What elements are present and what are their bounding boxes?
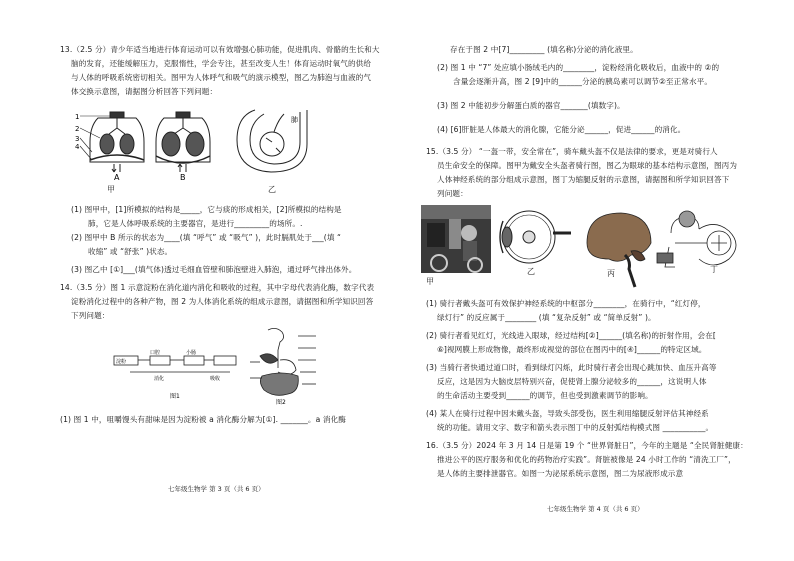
label-3: 3	[75, 135, 80, 143]
q15-sub-4a: (4) 某人在骑行过程中因未戴头盔，导致头部受伤，医生利用缩腿反射评估其神经系	[426, 409, 709, 418]
q16-line-1: 16.（3.5 分）2024 年 3 月 14 日是第 19 个 “世界肾脏日”，今年的主题是 “全民肾脏健康：	[426, 441, 748, 450]
fig1-caption: 图1	[170, 393, 180, 400]
q14-line-1: 14.（3.5 分）图 1 示意淀粉在消化道内消化和吸收的过程，其中字母代表消化酶，数字代表	[60, 283, 375, 292]
brain-diagram	[587, 213, 651, 287]
q14-sub-3: (3) 图 2 中能初步分解蛋白质的器官_______(填数字)。	[437, 101, 625, 110]
q15-sub-2b: ⑥]视网膜上形成物像，最终形成视觉的部位在图丙中的[④]______的特定区域。	[437, 345, 707, 354]
model-a-label: A	[114, 173, 120, 182]
q15-sub-3a: (3) 当骑行者快通过道口时，看到绿灯闪烁，此时骑行者会出现心跳加快、血压升高等	[426, 363, 717, 372]
q13-sub-2a: (2) 图甲中 B 所示的状态为____(填 “呼气” 或 “吸气” )，此时膈肌处于___(填 “	[71, 233, 342, 242]
q15-line-4: 列问题：	[437, 189, 468, 198]
q14-line-2: 淀粉消化过程中的各种产物，图 2 为人体消化系统的组成示意图，请据图和所学知识回答	[71, 297, 374, 306]
q13-line-4: 体交换示意图，请据图分析回答下列问题：	[71, 87, 218, 96]
q13-line-2: 脑的发育，还能缓解压力，克服惰性，学会专注，甚至改变人生！体育运动时氧气的供给	[71, 59, 372, 68]
q14-cont-1: 存在于图 2 中[7]_________ (填名称)分泌的消化液里。	[450, 45, 638, 54]
fei-label: 肺	[291, 116, 298, 124]
q15-line-1: 15.（3.5 分） “一盔一带，安全常在”，骑车戴头盔不仅是法律的要求，更是对骑行人	[426, 147, 718, 156]
fig-jia-caption: 甲	[107, 185, 116, 194]
fig2-caption: 图2	[276, 399, 286, 406]
fig-yi-q15: 乙	[527, 267, 536, 276]
fig1-xiaochang: 小肠	[186, 350, 197, 356]
q15-line-2: 员生命安全的保障。图甲为戴安全头盔者骑行图，图乙为眼球的基本结构示意图，图丙为	[437, 161, 738, 170]
q16-line-3: 是人体的主要排泄器官。如图一为泌尿系统示意图，图二为尿液形成示意	[437, 469, 684, 478]
q15-line-3: 人体神经系统的部分组成示意图，图丁为缩腿反射的示意图，请据图和所学知识回答下	[437, 175, 730, 184]
q13-sub-1a: (1) 图甲中，[1]所模拟的结构是_____，它与痰的形成相关，[2]所模拟的结构是	[71, 205, 342, 214]
cyclist-photo	[421, 205, 491, 273]
fig-yi-caption: 乙	[268, 185, 277, 194]
q15-sub-1b: 绿灯行” 的反应属于________ (填 “复杂反射” 或 “简单反射” )。	[437, 313, 656, 322]
lung-model-b	[156, 112, 210, 172]
label-1: 1	[75, 113, 80, 121]
q13-line-1: 13.（2.5 分）青少年适当地进行体育运动可以有效增强心肺功能，促进肌肉、骨骼的生长和大	[60, 45, 380, 54]
q14-sub-1: (1) 图 1 中，咀嚼馒头有甜味是因为淀粉被 a 消化酶分解为[①]. _______。a 消化酶	[60, 415, 346, 424]
q15-sub-1a: (1) 骑行者戴头盔可有效保护神经系统的中枢部分________，在骑行中，“红灯停，	[426, 299, 706, 308]
q13-figure	[70, 100, 320, 182]
q14-figure	[110, 326, 340, 406]
q16-line-2: 推进公平的医疗服务和优化的药物治疗实践”。肾脏被像是 24 小时工作的 “清洗工厂”，	[437, 455, 736, 464]
model-b-label: B	[180, 173, 186, 182]
fig-jia-q15: 甲	[426, 277, 435, 286]
fig-bing-q15: 丙	[607, 269, 616, 278]
right-page	[397, 0, 794, 561]
q15-sub-3c: 的生命活动主要受到______的调节，但也受到激素调节的影响。	[437, 391, 653, 400]
reflex-arc-diagram	[657, 211, 736, 267]
q13-line-3: 与人体的呼吸系统密切相关。图甲为人体呼气和吸气的演示模型，图乙为肺泡与血液的气	[71, 73, 372, 82]
left-page-footer: 七年级生物学 第 3 页（共 6 页）	[168, 485, 265, 493]
q13-sub-1b: 肺，它是人体呼吸系统的主要器官，是进行_________的场所。.	[88, 219, 303, 228]
q13-sub-2b: 收缩” 或 “舒张” )状态。	[88, 247, 173, 256]
fig1-dianfen: 淀粉	[116, 359, 127, 365]
fig1-xiaohua: 消化	[154, 376, 165, 382]
q14-sub-4: (4) [6]肝脏是人体最大的消化腺，它能分泌______，促进______的消化。	[437, 125, 686, 134]
q15-sub-2a: (2) 骑行者看见红灯，光线进入眼球，经过结构[②]______(填名称)的折射作用，会在[	[426, 331, 716, 340]
label-2: 2	[75, 125, 80, 133]
q15-figure	[419, 203, 749, 291]
right-page-footer: 七年级生物学 第 4 页（共 6 页）	[547, 505, 644, 513]
fig1-kouqiang: 口腔	[150, 350, 161, 356]
digestive-system-diagram	[250, 328, 316, 395]
label-4: 4	[75, 143, 80, 151]
q14-line-3: 下列问题：	[71, 311, 110, 320]
eye-diagram	[500, 211, 571, 263]
q15-sub-4b: 统的功能。请用文字、数字和箭头表示图丁中的反射弧结构模式图 ___________。	[437, 423, 714, 432]
fig1-xishou: 吸收	[210, 376, 221, 382]
fig-ding-q15: 丁	[710, 265, 719, 274]
q15-sub-3b: 反应，这是因为大脑皮层特别兴奋，促使肾上腺分泌较多的______，这说明人体	[437, 377, 707, 386]
q14-sub-2b: 含量会逐渐升高，图 2 [9]中的______分泌的胰岛素可以调节②至正常水平。	[453, 77, 713, 86]
q13-sub-3: (3) 图乙中 [①]___(填气体)透过毛细血管壁和肺泡壁进入肺泡，通过呼气排出体外。	[71, 265, 357, 274]
lung-model-a	[90, 112, 144, 172]
q14-sub-2a: (2) 图 1 中 “7” 处应填小肠绒毛内的________，淀粉经消化吸收后，血液中的 ②的	[437, 63, 720, 72]
